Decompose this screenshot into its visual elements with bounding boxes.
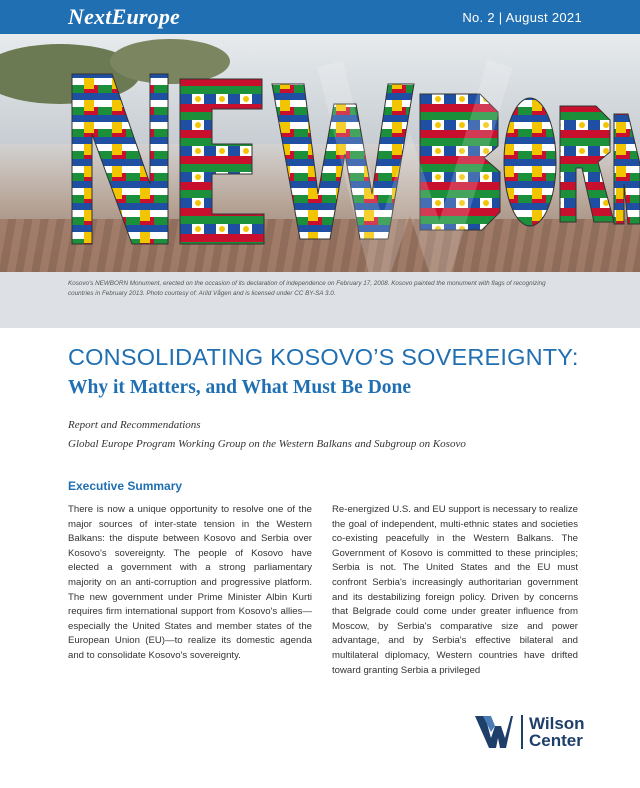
wilson-center-wordmark <box>521 715 585 749</box>
cover-photo <box>0 34 640 272</box>
report-type: Report and Recommendations <box>68 419 201 431</box>
summary-column-right: Re-energized U.S. and EU support is necessary to realize the goal of independent, multi-ethnic states and societies co-existing peacefully in the Western Balkans. The Government of Kosovo is committed to these principles; Serbia is not. The United States and the EU must confront Serbia's increasingly authoritarian government and its destabilizing foreign policy. Driven by concerns that Belgrade could come under greater influence from Moscow, by Serbia's comparative size and power advantage, and by Serbia's effective bilateral and multilateral diplomacy, Western countries have drifted toward granting Serbia a privileged <box>332 504 578 676</box>
wilson-w-icon <box>473 712 513 752</box>
wilson-center-logo <box>473 712 623 752</box>
photo-caption <box>0 272 640 328</box>
working-group: Global Europe Program Working Group on the Western Balkans and Subgroup on Kosovo <box>68 438 466 450</box>
report-subtitle: Why it Matters, and What Must Be Done <box>68 377 412 398</box>
logo-line-2: Center <box>529 731 583 750</box>
executive-summary-heading: Executive Summary <box>68 479 183 493</box>
publication-name: NextEurope <box>68 4 180 29</box>
newborn-sculpture <box>0 34 640 272</box>
photo-caption-text: Kosovo's NEWBORN Monument, erected on the occasion of its declaration of independence on February 17, 2008. Kosovo painted the monument with flags of recognizing countries in February 2013. Photo courtesy of: Arild Vågen and is licensed under CC BY-SA 3.0. <box>68 280 546 297</box>
report-title: CONSOLIDATING KOSOVO’S SOVEREIGNTY: <box>68 344 579 370</box>
masthead <box>0 0 640 34</box>
logo-line-1: Wilson <box>529 714 585 733</box>
summary-column-left: There is now a unique opportunity to resolve one of the major sources of inter-state tension in the Western Balkans: the dispute between Kosovo and Serbia over Kosovo's sovereignty. The people of Kosovo have elected a government with a strong parliamentary majority on an anti-corruption and progressive platform. The new government under Prime Minister Albin Kurti requires firm international support from Kosovo's allies—especially the United States and member states of the European Union (EU)—to realize its domestic agenda and to consolidate Kosovo's sovereignty. <box>68 504 312 661</box>
issue-date: No. 2 | August 2021 <box>462 9 582 25</box>
